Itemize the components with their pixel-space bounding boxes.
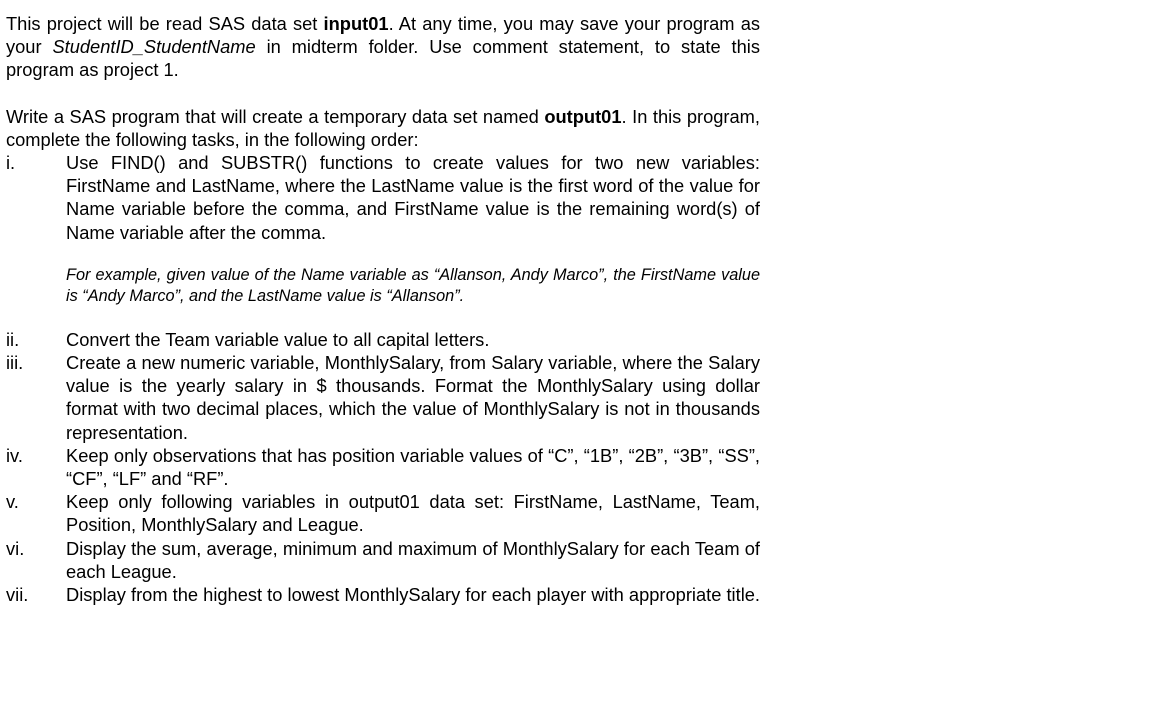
instructions-text-2: . In this program, complete the following tasks, in the following order: <box>6 105 760 150</box>
task-number: vi. <box>6 537 25 559</box>
task-item <box>6 583 760 606</box>
intro-text-2: . At any time, you may save your program as your <box>6 13 760 58</box>
task-item <box>6 444 760 490</box>
task-number: ii. <box>6 328 20 350</box>
task-number: vii. <box>6 584 29 606</box>
task-item <box>6 351 760 444</box>
task-number: iv. <box>6 444 23 466</box>
filename-pattern: StudentID_StudentName <box>52 36 256 58</box>
output-dataset-name: output01 <box>544 105 622 127</box>
task-example: For example, given value of the Name variable as “Allanson, Andy Marco”, the FirstName value is “Andy Marco”, and the LastName value is “Allanson”. <box>66 265 760 305</box>
instructions-paragraph <box>6 105 760 151</box>
input-dataset-name: input01 <box>323 13 389 34</box>
task-text: Display the sum, average, minimum and maximum of MonthlySalary for each Team of each League. <box>66 537 760 582</box>
task-list <box>6 151 760 606</box>
task-number: v. <box>6 491 19 513</box>
task-text: Create a new numeric variable, MonthlySalary, from Salary variable, where the Salary value is the yearly salary in $ thousands. Format the MonthlySalary using dollar format with two decimal places, which the value of MonthlySalary is not in thousands representation. <box>66 352 760 443</box>
task-text: Use FIND() and SUBSTR() functions to create values for two new variables: FirstName and LastName, where the LastName value is the first word of the value for Name variable before the comma, and FirstName value is the remaining word(s) of Name variable after the comma. <box>66 152 760 243</box>
intro-paragraph <box>6 12 760 82</box>
task-number: iii. <box>6 352 24 374</box>
task-item <box>6 537 760 583</box>
intro-text-1: This project will be read SAS data set <box>6 13 324 34</box>
task-item <box>6 328 760 351</box>
intro-text-3: in midterm folder. Use comment statement, to state this program as project 1. <box>6 36 760 81</box>
task-text: Keep only following variables in output01 data set: FirstName, LastName, Team, Position, MonthlySalary and League. <box>66 491 760 536</box>
task-item <box>6 490 760 536</box>
instructions-text-1: Write a SAS program that will create a temporary data set named <box>6 105 545 127</box>
task-item <box>6 151 760 307</box>
task-text: Display from the highest to lowest MonthlySalary for each player with appropriate title. <box>66 584 761 606</box>
task-number: i. <box>6 152 16 174</box>
task-text: Keep only observations that has position variable values of “C”, “1B”, “2B”, “3B”, “SS”, “CF”, “LF” and “RF”. <box>66 444 760 490</box>
document-body <box>6 12 760 606</box>
task-text: Convert the Team variable value to all capital letters. <box>66 328 490 350</box>
